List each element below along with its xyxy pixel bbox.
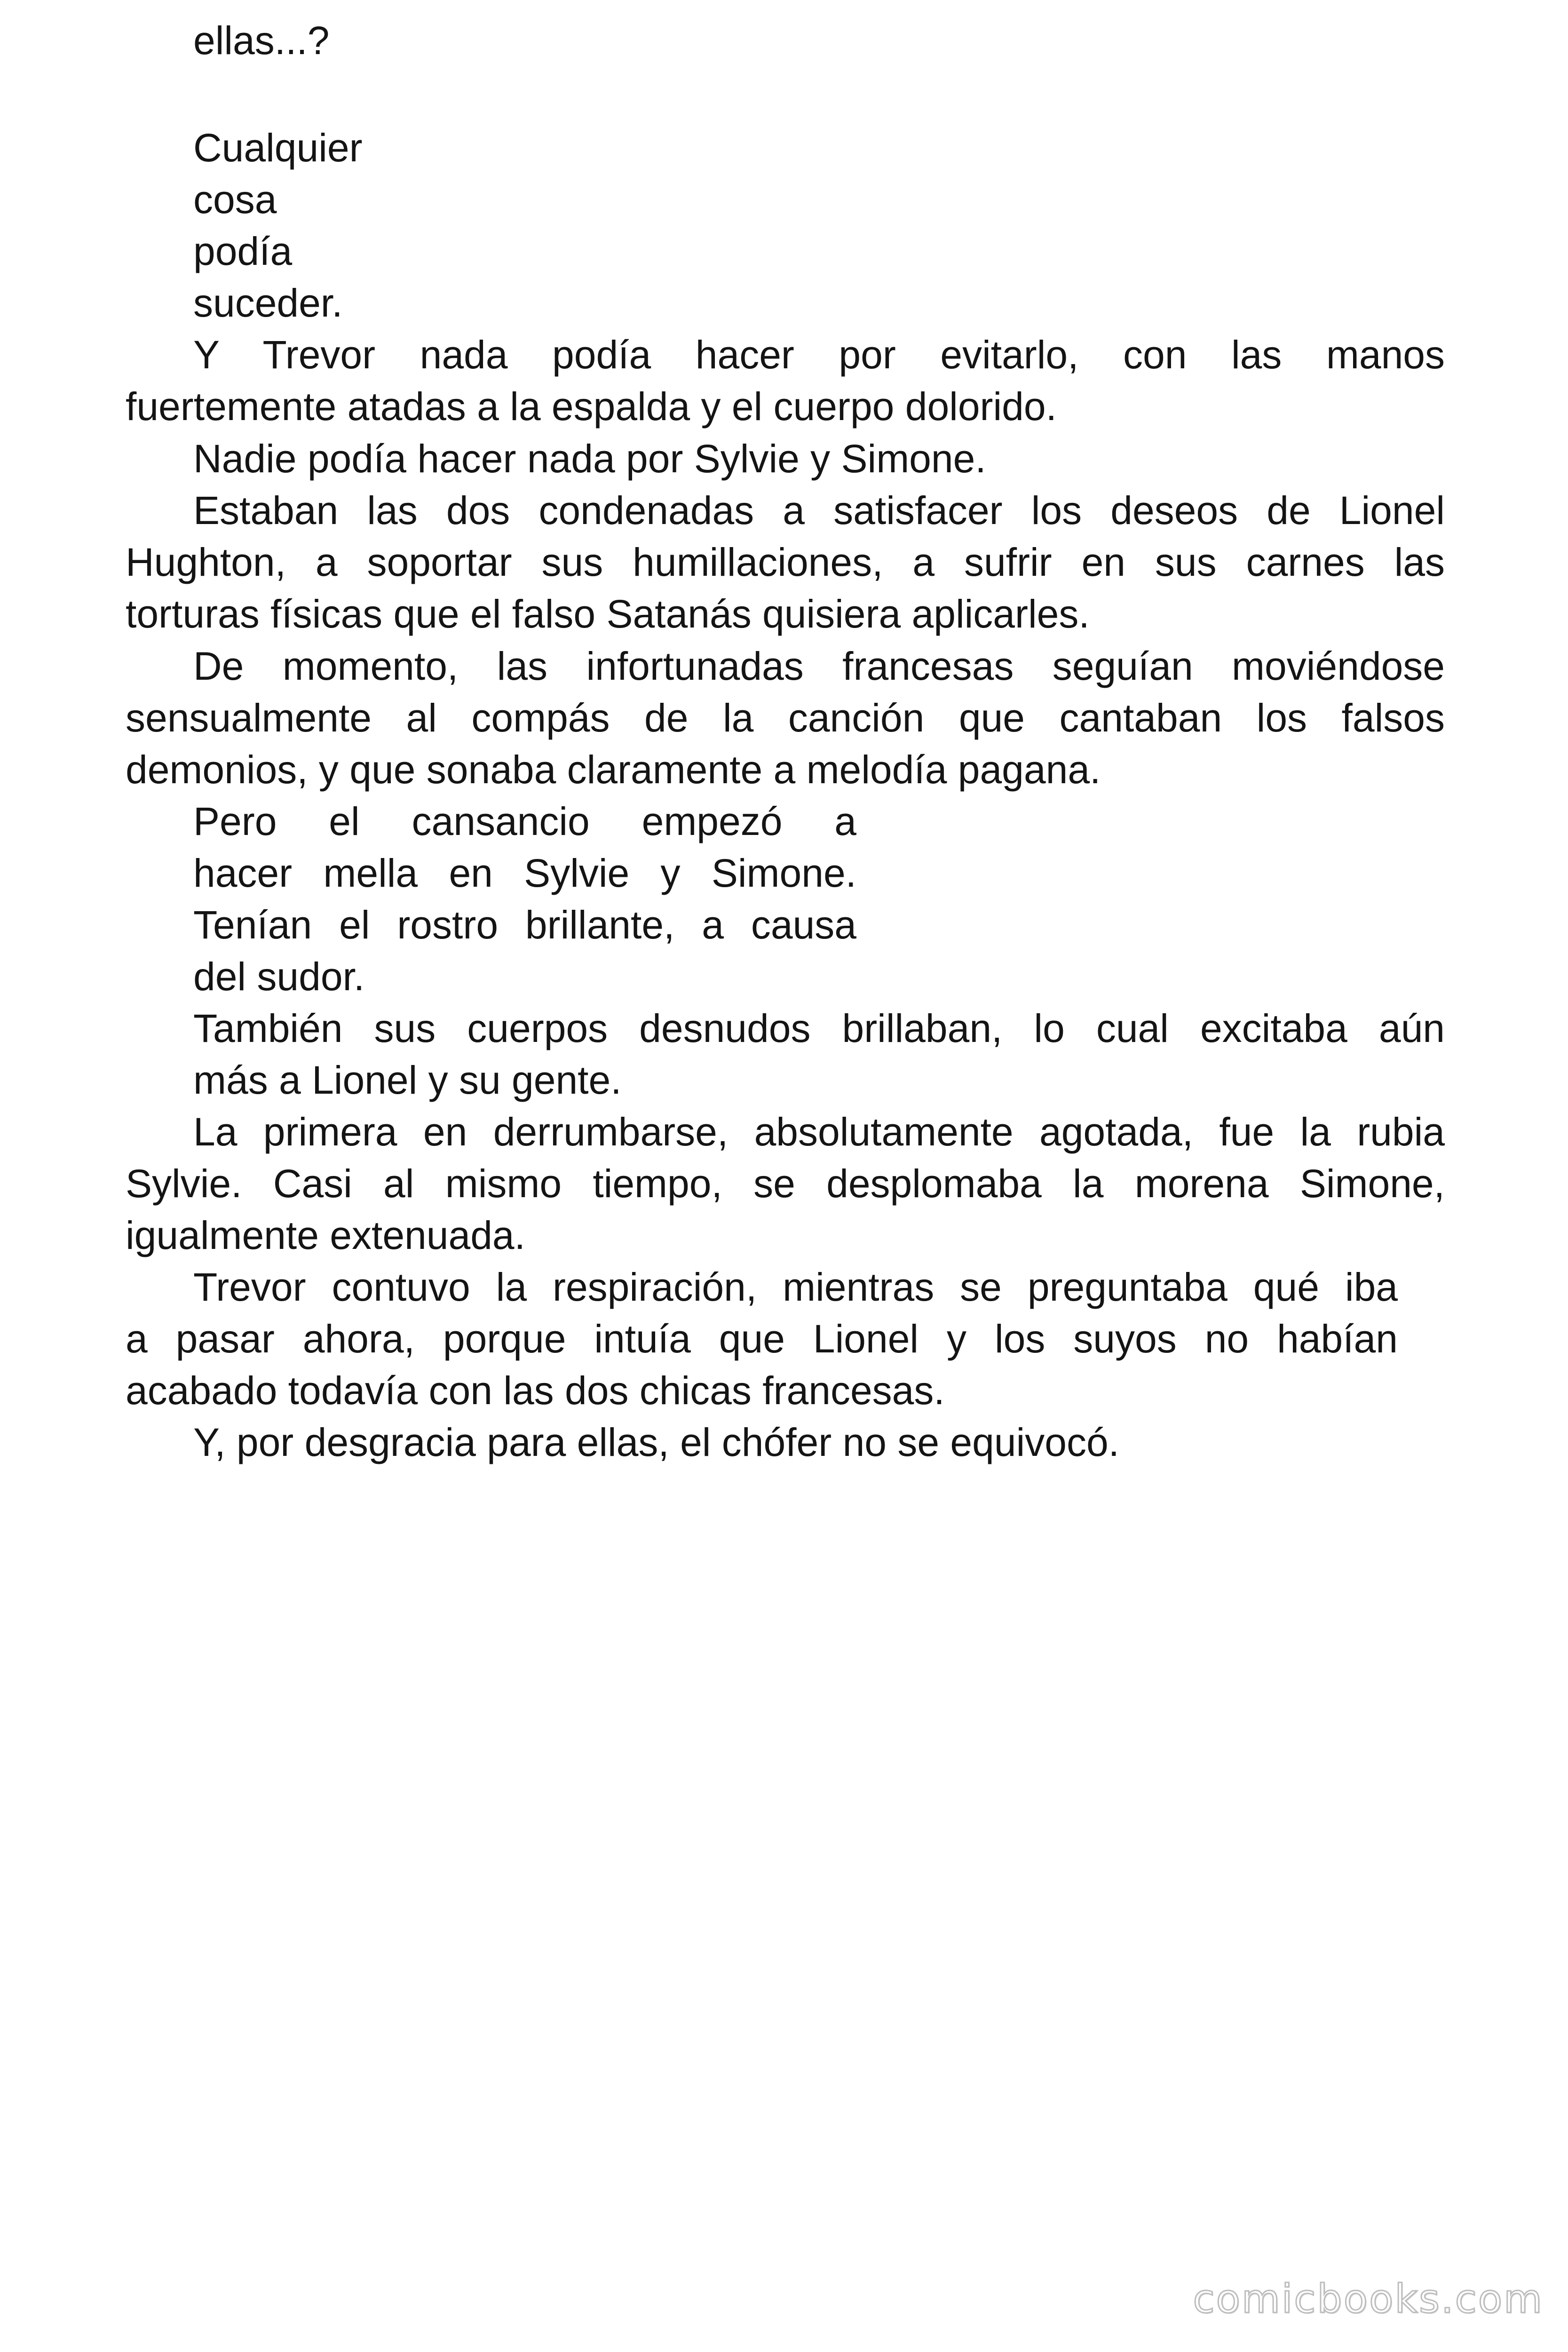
text-line: Cualquier: [193, 126, 363, 170]
text-line: hacer mella en Sylvie y Simone.: [193, 851, 856, 895]
text-line: Y, por desgracia para ellas, el chófer no se equivocó.: [193, 1420, 1119, 1464]
text-line: suceder.: [193, 281, 343, 325]
text-line: igualmente extenuada.: [126, 1213, 525, 1257]
text-line: más a Lionel y su gente.: [193, 1058, 622, 1102]
text-line: De momento, las infortunadas francesas seguían moviéndose: [193, 644, 1445, 688]
text-line: Pero el cansancio empezó a: [193, 799, 856, 843]
text-line: a pasar ahora, porque intuía que Lionel y los suyos no habían: [126, 1317, 1398, 1361]
watermark-logo: comicbooks.com: [1193, 2276, 1544, 2322]
text-line: fuertemente atadas a la espalda y el cuerpo dolorido.: [126, 384, 1057, 429]
text-line: Nadie podía hacer nada por Sylvie y Simone.: [193, 437, 986, 481]
text-line: Hughton, a soportar sus humillaciones, a sufrir en sus carnes las: [126, 540, 1445, 584]
text-line: del sudor.: [193, 954, 365, 999]
text-line: Tenían el rostro brillante, a causa: [193, 903, 856, 947]
text-line: torturas físicas que el falso Satanás quisiera aplicarles.: [126, 592, 1090, 636]
text-line: Sylvie. Casi al mismo tiempo, se desplomaba la morena Simone,: [126, 1161, 1445, 1206]
text-line: También sus cuerpos desnudos brillaban, lo cual excitaba aún: [193, 1006, 1445, 1050]
text-line: demonios, y que sonaba claramente a melodía pagana.: [126, 747, 1101, 792]
text-line: ellas...?: [193, 18, 330, 63]
text-line: Estaban las dos condenadas a satisfacer los deseos de Lionel: [193, 488, 1445, 532]
text-line: podía: [193, 229, 293, 273]
text-line: La primera en derrumbarse, absolutamente agotada, fue la rubia: [193, 1110, 1445, 1154]
text-line: Trevor contuvo la respiración, mientras se preguntaba qué iba: [193, 1265, 1398, 1309]
text-line: cosa: [193, 177, 277, 222]
text-line: acabado todavía con las dos chicas francesas.: [126, 1368, 945, 1413]
text-line: sensualmente al compás de la canción que cantaban los falsos: [126, 696, 1445, 740]
text-line: Y Trevor nada podía hacer por evitarlo, con las manos: [193, 333, 1445, 377]
